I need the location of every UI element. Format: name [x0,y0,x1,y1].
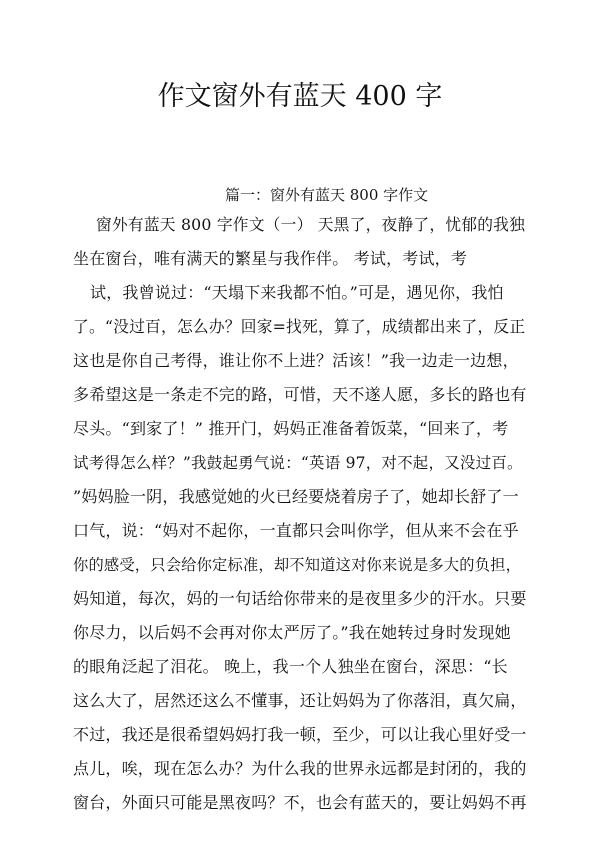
body-line-6: 多希望这是一条走不完的路，可惜，天不遂人愿，多长的路也有 [73,385,527,404]
body-line-1: 窗外有蓝天 800 字作文（一） 天黑了，夜静了，忧郁的我独 [96,215,526,234]
section-heading: 篇一：窗外有蓝天 800 字作文 [225,186,429,204]
body-line-5: 这也是你自己考得，谁让你不上进？活该！”我一边走一边想， [73,351,519,370]
body-line-16: 不过，我还是很希望妈妈打我一顿，至少，可以让我心里好受一 [73,725,527,744]
body-line-13: 你尽力，以后妈不会再对你太严厉了。”我在她转过身时发现她 [73,623,511,642]
body-line-10: 口气，说：“妈对不起你，一直都只会叫你学，但从来不会在乎 [73,521,519,540]
body-line-9: ”妈妈脸一阴，我感觉她的火已经要烧着房子了，她却长舒了一 [73,487,519,506]
body-line-4: 了。“没过百，怎么办？回家=找死，算了，成绩都出来了，反正 [73,317,526,336]
body-line-15: 这么大了，居然还这么不懂事，还让妈妈为了你落泪，真欠扁， [73,691,527,710]
body-line-12: 妈知道，每次，妈的一句话给你带来的是夜里多少的汗水。只要 [73,589,527,608]
body-line-17: 点儿，唉，现在怎么办？为什么我的世界永远都是封闭的，我的 [73,759,527,778]
body-line-11: 你的感受，只会给你定标准，却不知道这对你来说是多大的负担， [73,556,522,574]
body-line-7: 尽头。“到家了！” 推开门，妈妈正准备着饭菜，“回来了，考 [73,419,509,438]
body-line-3: 试，我曾说过：“天塌下来我都不怕。”可是，遇见你，我怕 [90,283,504,302]
body-line-8: 试考得怎么样？”我鼓起勇气说：“英语 97，对不起，又没过百。 [73,454,523,472]
body-line-18: 窗台，外面只可能是黑夜吗？不，也会有蓝天的，要让妈妈不再 [73,793,527,812]
document-title: 作文窗外有蓝天 400 字 [157,81,443,112]
body-line-14: 的眼角泛起了泪花。 晚上，我一个人独坐在窗台，深思：“长 [73,657,508,676]
body-line-2: 坐在窗台，唯有满天的繁星与我作伴。 考试，考试，考 [73,249,468,268]
